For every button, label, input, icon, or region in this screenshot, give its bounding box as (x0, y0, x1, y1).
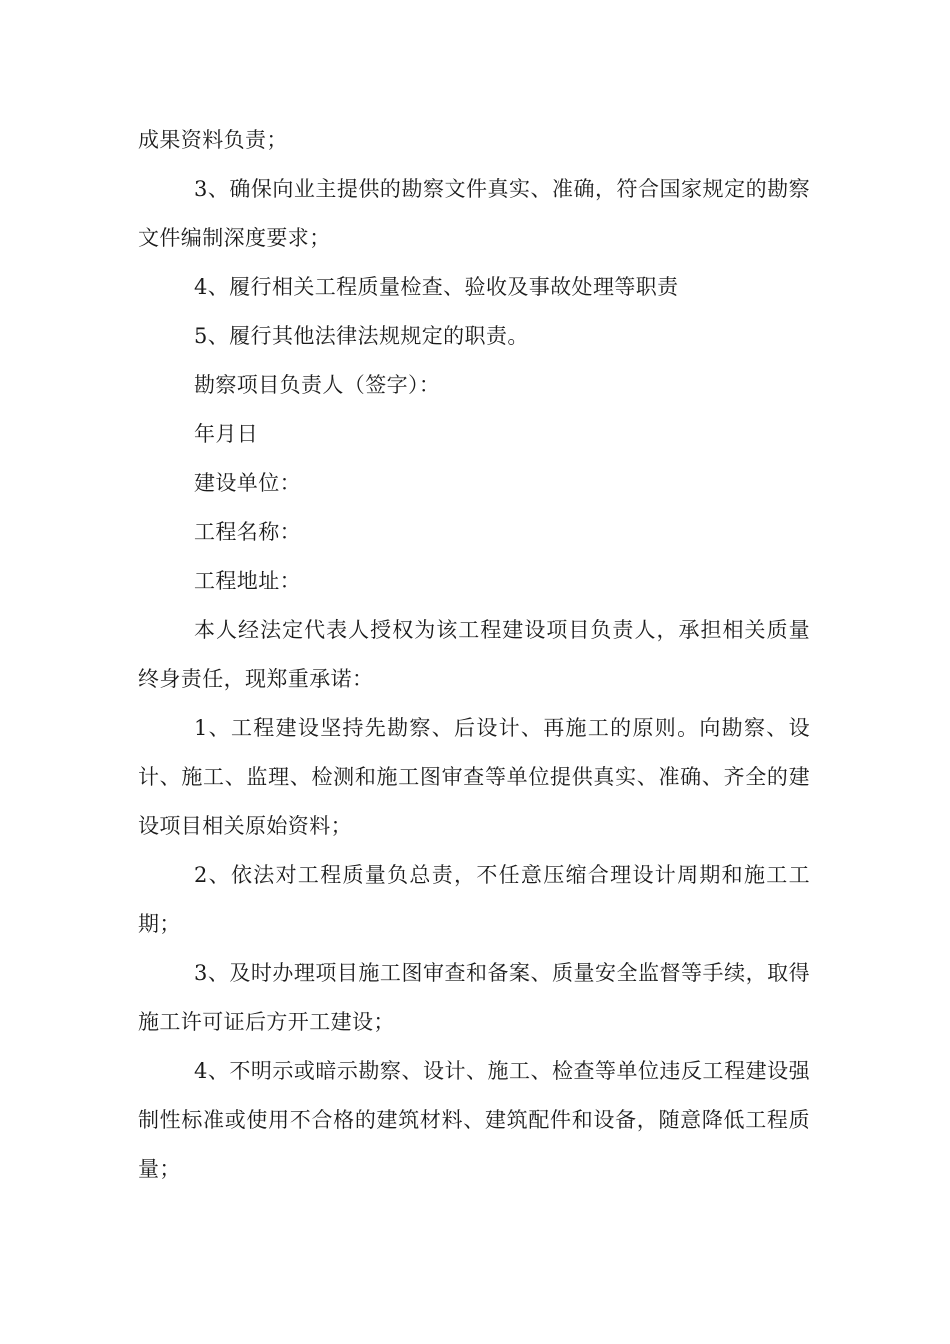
paragraph-continuation: 成果资料负责； (138, 128, 288, 152)
date-line: 年月日 (194, 422, 259, 446)
paragraph-commitment-intro: 本人经法定代表人授权为该工程建设项目负责人，承担相关质量终身责任，现郑重承诺： (138, 618, 810, 691)
project-address-line: 工程地址： (194, 569, 301, 593)
survey-signature-line: 勘察项目负责人（签字）： (194, 373, 441, 397)
construction-unit-line: 建设单位： (194, 471, 301, 495)
paragraph-construction-item-2: 2、依法对工程质量负总责，不任意压缩合理设计周期和施工工期； (138, 863, 810, 936)
paragraph-survey-item-3: 3、确保向业主提供的勘察文件真实、准确，符合国家规定的勘察文件编制深度要求； (138, 177, 810, 250)
paragraph-construction-item-4: 4、不明示或暗示勘察、设计、施工、检查等单位违反工程建设强制性标准或使用不合格的建筑材料、建筑配件和设备，随意降低工程质量； (138, 1059, 810, 1181)
paragraph-construction-item-1: 1、工程建设坚持先勘察、后设计、再施工的原则。向勘察、设计、施工、监理、检测和施工图审查等单位提供真实、准确、齐全的建设项目相关原始资料； (138, 716, 810, 838)
project-name-line: 工程名称： (194, 520, 301, 544)
paragraph-construction-item-3: 3、及时办理项目施工图审查和备案、质量安全监督等手续，取得施工许可证后方开工建设； (138, 961, 810, 1034)
paragraph-survey-item-5: 5、履行其他法律法规规定的职责。 (194, 324, 529, 348)
paragraph-survey-item-4: 4、履行相关工程质量检查、验收及事故处理等职责 (194, 275, 679, 299)
document-body (138, 116, 810, 1194)
